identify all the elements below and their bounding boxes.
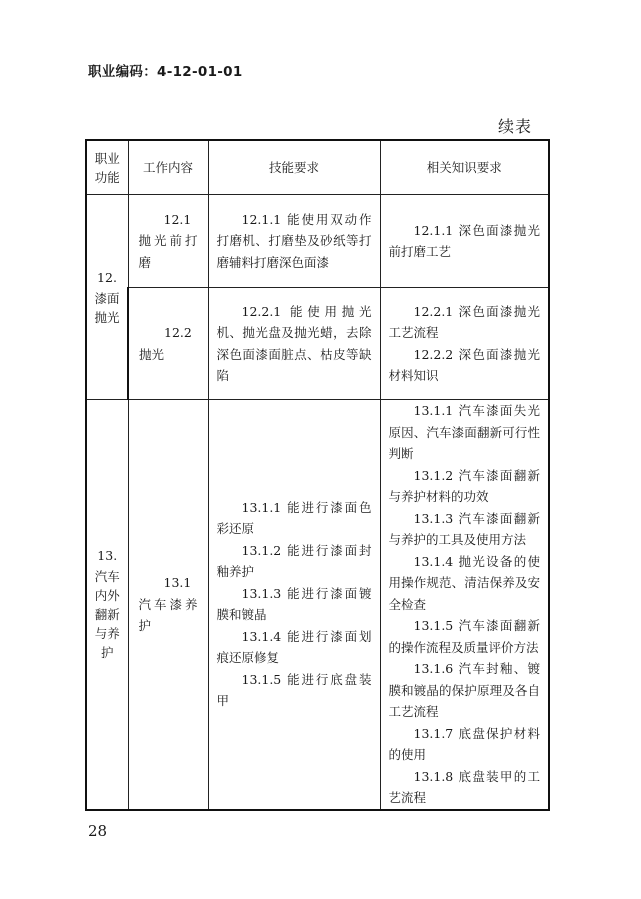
knowledge-item: 13.1.3 汽车漆面翻新与养护的工具及使用方法	[388, 510, 540, 547]
work-content-text: 12.1 抛光前打磨	[138, 211, 198, 270]
knowledge-item: 13.1.6 汽车封釉、镀膜和镀晶的保护原理及各自工艺流程	[388, 661, 540, 719]
work-content-text: 13.1 汽车漆养护	[138, 575, 198, 633]
skill-item: 12.1.1 能使用双动作打磨机、打磨垫及砂纸等打磨辅料打磨深色面漆	[216, 211, 372, 270]
header-function: 职业 功能	[86, 140, 128, 195]
knowledge-item: 13.1.8 底盘装甲的工艺流程	[388, 768, 540, 805]
function-cell-13	[86, 400, 128, 810]
skills-cell	[208, 288, 380, 400]
skill-item: 13.1.2 能进行漆面封釉养护	[216, 542, 372, 580]
knowledge-item: 13.1.1 汽车漆面失光原因、汽车漆面翻新可行性判断	[388, 403, 540, 461]
function-cell-12	[86, 195, 128, 400]
work-content-cell	[128, 400, 208, 810]
knowledge-item: 12.2.2 深色面漆抛光材料知识	[388, 346, 540, 383]
knowledge-cell	[380, 288, 549, 400]
work-content-text: 12.2 抛光	[139, 325, 192, 362]
skill-item: 13.1.4 能进行漆面划痕还原修复	[216, 628, 372, 666]
header-skill-requirements: 技能要求	[208, 140, 380, 195]
skills-cell	[208, 400, 380, 810]
skill-item: 13.1.1 能进行漆面色彩还原	[216, 499, 372, 537]
function-number: 12.	[97, 269, 117, 285]
table-row	[86, 288, 549, 400]
continued-label: 续表	[498, 117, 533, 136]
knowledge-item: 12.2.1 深色面漆抛光工艺流程	[388, 303, 540, 340]
header-work-content: 工作内容	[128, 140, 208, 195]
skill-item: 13.1.3 能进行漆面镀膜和镀晶	[216, 585, 372, 623]
function-number: 13.	[97, 548, 118, 564]
skill-item: 13.1.5 能进行底盘装甲	[216, 671, 372, 709]
work-content-cell	[128, 288, 208, 400]
table-row	[86, 400, 549, 810]
knowledge-item: 13.1.4 抛光设备的使用操作规范、清洁保养及安全检查	[388, 553, 540, 612]
page-number: 28	[88, 822, 108, 840]
function-name: 漆面抛光	[94, 290, 120, 325]
knowledge-item: 13.1.5 汽车漆面翻新的操作流程及质量评价方法	[388, 618, 540, 655]
table-row	[86, 195, 549, 288]
header-knowledge-requirements: 相关知识要求	[380, 140, 549, 195]
table-header-row	[86, 140, 549, 195]
knowledge-item: 13.1.2 汽车漆面翻新与养护材料的功效	[388, 467, 540, 504]
occupation-code: 职业编码：4-12-01-01	[88, 64, 243, 80]
skill-item: 12.2.1 能使用抛光机、抛光盘及抛光蜡，去除深色面漆面脏点、枯皮等缺陷	[216, 303, 372, 383]
skills-table	[85, 139, 550, 811]
knowledge-item: 12.1.1 深色面漆抛光前打磨工艺	[388, 222, 540, 259]
work-content-cell	[128, 195, 208, 288]
knowledge-cell	[380, 400, 549, 810]
knowledge-item: 13.1.7 底盘保护材料的使用	[388, 725, 540, 762]
skills-cell	[208, 195, 380, 288]
function-name: 汽车内外翻新与养护	[94, 569, 120, 661]
knowledge-cell	[380, 195, 549, 288]
